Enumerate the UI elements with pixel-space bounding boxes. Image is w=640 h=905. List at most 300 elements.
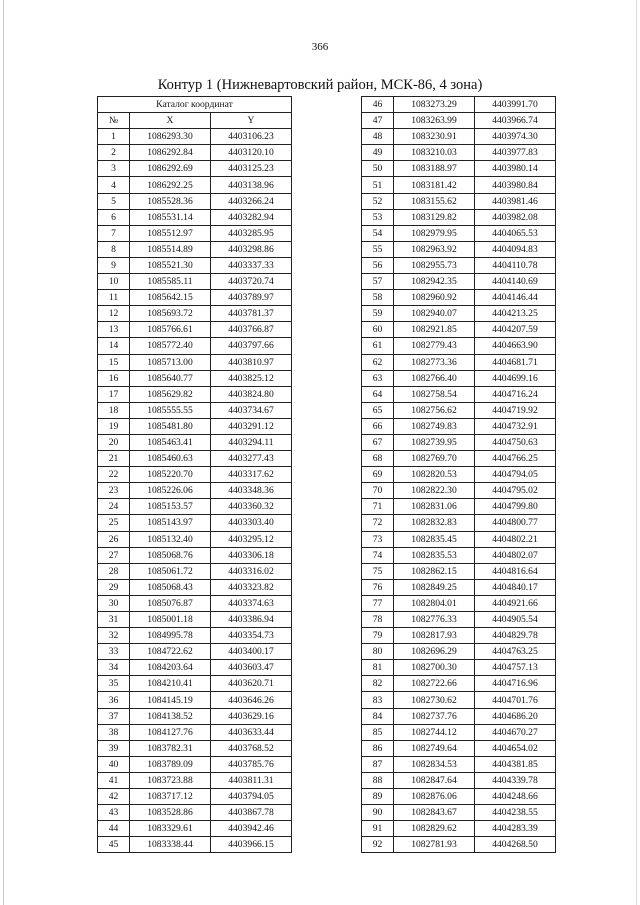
table-row: [362, 113, 556, 129]
table-row: [98, 274, 292, 290]
cell-x: 1086293.30: [130, 129, 211, 145]
table-row: [362, 499, 556, 515]
cell-x: 1083129.82: [394, 209, 475, 225]
cell-x: 1082862.15: [394, 563, 475, 579]
table-row: [362, 257, 556, 273]
cell-number: 44: [98, 821, 130, 837]
cell-number: 69: [362, 467, 394, 483]
cell-number: 80: [362, 644, 394, 660]
table-row: [362, 306, 556, 322]
cell-number: 15: [98, 354, 130, 370]
cell-y: 4403620.71: [211, 676, 292, 692]
cell-number: 73: [362, 531, 394, 547]
cell-number: 19: [98, 418, 130, 434]
cell-y: 4403980.84: [475, 177, 556, 193]
table-row: [98, 370, 292, 386]
cell-y: 4403633.44: [211, 724, 292, 740]
cell-number: 40: [98, 756, 130, 772]
cell-x: 1082835.45: [394, 531, 475, 547]
table-row: [362, 386, 556, 402]
cell-y: 4404716.96: [475, 676, 556, 692]
table-row: [362, 756, 556, 772]
cell-number: 61: [362, 338, 394, 354]
cell-number: 24: [98, 499, 130, 515]
cell-number: 39: [98, 740, 130, 756]
cell-x: 1085772.40: [130, 338, 211, 354]
cell-x: 1082942.35: [394, 274, 475, 290]
cell-y: 4404766.25: [475, 451, 556, 467]
cell-number: 21: [98, 451, 130, 467]
cell-y: 4403982.08: [475, 209, 556, 225]
cell-x: 1086292.84: [130, 145, 211, 161]
cell-x: 1082829.62: [394, 821, 475, 837]
table-row: [362, 354, 556, 370]
table-row: [362, 434, 556, 450]
cell-y: 4404146.44: [475, 290, 556, 306]
cell-number: 25: [98, 515, 130, 531]
cell-x: 1082722.66: [394, 676, 475, 692]
cell-x: 1082776.33: [394, 612, 475, 628]
cell-y: 4404905.54: [475, 612, 556, 628]
cell-x: 1085555.55: [130, 402, 211, 418]
table-row: [98, 837, 292, 853]
cell-number: 35: [98, 676, 130, 692]
table-row: [362, 676, 556, 692]
table-row: [362, 644, 556, 660]
coordinate-table-left: [97, 96, 292, 853]
cell-x: 1082756.62: [394, 402, 475, 418]
cell-number: 42: [98, 789, 130, 805]
cell-y: 4403811.31: [211, 772, 292, 788]
cell-number: 64: [362, 386, 394, 402]
cell-y: 4404750.63: [475, 434, 556, 450]
table-row: [362, 161, 556, 177]
table-row: [98, 322, 292, 338]
cell-number: 20: [98, 434, 130, 450]
table-row: [362, 628, 556, 644]
cell-x: 1082700.30: [394, 660, 475, 676]
cell-y: 4404670.27: [475, 724, 556, 740]
cell-y: 4403977.83: [475, 145, 556, 161]
cell-x: 1085642.15: [130, 290, 211, 306]
table-row: [98, 772, 292, 788]
cell-y: 4403285.95: [211, 225, 292, 241]
cell-x: 1085629.82: [130, 386, 211, 402]
cell-number: 9: [98, 257, 130, 273]
table-row: [362, 225, 556, 241]
table-row: [98, 225, 292, 241]
table-row: [98, 612, 292, 628]
table-row: [362, 531, 556, 547]
cell-number: 12: [98, 306, 130, 322]
cell-y: 4404802.21: [475, 531, 556, 547]
cell-x: 1082835.53: [394, 547, 475, 563]
cell-y: 4403980.14: [475, 161, 556, 177]
cell-x: 1082758.54: [394, 386, 475, 402]
cell-y: 4404663.90: [475, 338, 556, 354]
table-row: [362, 595, 556, 611]
cell-number: 7: [98, 225, 130, 241]
cell-number: 16: [98, 370, 130, 386]
cell-number: 8: [98, 241, 130, 257]
cell-y: 4404094.83: [475, 241, 556, 257]
cell-x: 1083717.12: [130, 789, 211, 805]
cell-y: 4403646.26: [211, 692, 292, 708]
cell-number: 30: [98, 595, 130, 611]
table-row: [362, 612, 556, 628]
cell-number: 41: [98, 772, 130, 788]
cell-y: 4404065.53: [475, 225, 556, 241]
cell-number: 86: [362, 740, 394, 756]
cell-x: 1082820.53: [394, 467, 475, 483]
table-row: [98, 499, 292, 515]
cell-x: 1082834.53: [394, 756, 475, 772]
cell-y: 4403138.96: [211, 177, 292, 193]
page-title: Контур 1 (Нижневартовский район, МСК-86, 4 зона): [157, 77, 483, 93]
cell-y: 4403991.70: [475, 97, 556, 113]
cell-x: 1085585.11: [130, 274, 211, 290]
cell-x: 1082832.83: [394, 515, 475, 531]
scan-edge-right: [636, 0, 637, 905]
cell-number: 59: [362, 306, 394, 322]
cell-x: 1082822.30: [394, 483, 475, 499]
cell-number: 50: [362, 161, 394, 177]
table-row: [98, 531, 292, 547]
cell-number: 77: [362, 595, 394, 611]
cell-number: 55: [362, 241, 394, 257]
cell-number: 54: [362, 225, 394, 241]
cell-y: 4404829.78: [475, 628, 556, 644]
cell-number: 57: [362, 274, 394, 290]
table-row: [98, 209, 292, 225]
table-row: [362, 692, 556, 708]
cell-number: 51: [362, 177, 394, 193]
cell-number: 79: [362, 628, 394, 644]
table-row: [98, 692, 292, 708]
cell-number: 49: [362, 145, 394, 161]
cell-x: 1082955.73: [394, 257, 475, 273]
cell-number: 18: [98, 402, 130, 418]
cell-number: 26: [98, 531, 130, 547]
table-row: [98, 628, 292, 644]
cell-number: 85: [362, 724, 394, 740]
cell-y: 4404140.69: [475, 274, 556, 290]
cell-x: 1085076.87: [130, 595, 211, 611]
cell-y: 4403603.47: [211, 660, 292, 676]
cell-x: 1082781.93: [394, 837, 475, 853]
table-row: [362, 547, 556, 563]
cell-x: 1085068.76: [130, 547, 211, 563]
table-row: [98, 402, 292, 418]
cell-y: 4404699.16: [475, 370, 556, 386]
cell-y: 4404381.85: [475, 756, 556, 772]
table-row: [362, 772, 556, 788]
table-row: [362, 241, 556, 257]
cell-number: 74: [362, 547, 394, 563]
table-row: [98, 483, 292, 499]
page-number: 366: [311, 41, 329, 53]
cell-number: 67: [362, 434, 394, 450]
table-row: [362, 129, 556, 145]
cell-x: 1084995.78: [130, 628, 211, 644]
table-row: [362, 145, 556, 161]
cell-number: 81: [362, 660, 394, 676]
cell-number: 1: [98, 129, 130, 145]
cell-y: 4403348.36: [211, 483, 292, 499]
cell-number: 68: [362, 451, 394, 467]
cell-x: 1082739.95: [394, 434, 475, 450]
cell-number: 56: [362, 257, 394, 273]
cell-y: 4404794.05: [475, 467, 556, 483]
cell-x: 1086292.69: [130, 161, 211, 177]
cell-number: 84: [362, 708, 394, 724]
table-row: [98, 756, 292, 772]
cell-number: 3: [98, 161, 130, 177]
cell-y: 4403291.12: [211, 418, 292, 434]
table-row: [98, 177, 292, 193]
cell-x: 1083528.86: [130, 805, 211, 821]
table-row: [362, 274, 556, 290]
table-row: [98, 563, 292, 579]
table-row: [362, 418, 556, 434]
cell-number: 75: [362, 563, 394, 579]
cell-y: 4404816.64: [475, 563, 556, 579]
table-row: [98, 805, 292, 821]
cell-y: 4403789.97: [211, 290, 292, 306]
table-row: [362, 805, 556, 821]
cell-y: 4403981.46: [475, 193, 556, 209]
table-row: [98, 338, 292, 354]
cell-number: 72: [362, 515, 394, 531]
cell-x: 1085512.97: [130, 225, 211, 241]
cell-number: 29: [98, 579, 130, 595]
table-row: [98, 193, 292, 209]
cell-y: 4403781.37: [211, 306, 292, 322]
cell-y: 4404654.02: [475, 740, 556, 756]
cell-y: 4403120.10: [211, 145, 292, 161]
cell-x: 1083210.03: [394, 145, 475, 161]
cell-number: 92: [362, 837, 394, 853]
cell-number: 11: [98, 290, 130, 306]
cell-number: 36: [98, 692, 130, 708]
cell-x: 1084127.76: [130, 724, 211, 740]
cell-number: 27: [98, 547, 130, 563]
cell-y: 4403266.24: [211, 193, 292, 209]
cell-number: 10: [98, 274, 130, 290]
cell-number: 66: [362, 418, 394, 434]
table-row: [98, 660, 292, 676]
cell-y: 4404800.77: [475, 515, 556, 531]
cell-number: 46: [362, 97, 394, 113]
table-row: [98, 724, 292, 740]
table-row: [98, 467, 292, 483]
cell-x: 1083789.09: [130, 756, 211, 772]
cell-number: 17: [98, 386, 130, 402]
cell-x: 1082849.25: [394, 579, 475, 595]
cell-x: 1082737.76: [394, 708, 475, 724]
cell-x: 1083230.91: [394, 129, 475, 145]
table-row: [98, 740, 292, 756]
cell-x: 1083155.62: [394, 193, 475, 209]
cell-x: 1083188.97: [394, 161, 475, 177]
cell-x: 1082779.43: [394, 338, 475, 354]
header-y: Y: [211, 113, 292, 129]
cell-number: 52: [362, 193, 394, 209]
cell-x: 1082940.07: [394, 306, 475, 322]
cell-x: 1082749.64: [394, 740, 475, 756]
table-row: [98, 451, 292, 467]
cell-x: 1083329.61: [130, 821, 211, 837]
cell-x: 1082696.29: [394, 644, 475, 660]
cell-y: 4403966.15: [211, 837, 292, 853]
cell-number: 22: [98, 467, 130, 483]
table-row: [362, 370, 556, 386]
cell-x: 1085220.70: [130, 467, 211, 483]
cell-number: 53: [362, 209, 394, 225]
cell-y: 4403360.32: [211, 499, 292, 515]
cell-y: 4404732.91: [475, 418, 556, 434]
cell-number: 87: [362, 756, 394, 772]
cell-y: 4404840.17: [475, 579, 556, 595]
cell-x: 1085460.63: [130, 451, 211, 467]
cell-x: 1082921.85: [394, 322, 475, 338]
cell-y: 4403974.30: [475, 129, 556, 145]
cell-x: 1084203.64: [130, 660, 211, 676]
cell-y: 4403354.73: [211, 628, 292, 644]
cell-x: 1085766.61: [130, 322, 211, 338]
cell-y: 4404795.02: [475, 483, 556, 499]
cell-x: 1085640.77: [130, 370, 211, 386]
cell-x: 1085143.97: [130, 515, 211, 531]
cell-number: 83: [362, 692, 394, 708]
cell-y: 4403317.62: [211, 467, 292, 483]
cell-x: 1085528.36: [130, 193, 211, 209]
cell-y: 4403867.78: [211, 805, 292, 821]
cell-number: 60: [362, 322, 394, 338]
table-row: [98, 515, 292, 531]
cell-x: 1082804.01: [394, 595, 475, 611]
table-row: [362, 467, 556, 483]
table-row: [98, 547, 292, 563]
cell-y: 4404283.39: [475, 821, 556, 837]
cell-y: 4404238.55: [475, 805, 556, 821]
cell-number: 62: [362, 354, 394, 370]
table-row: [362, 338, 556, 354]
cell-x: 1082876.06: [394, 789, 475, 805]
table-row: [362, 402, 556, 418]
cell-number: 28: [98, 563, 130, 579]
cell-x: 1082847.64: [394, 772, 475, 788]
cell-number: 82: [362, 676, 394, 692]
cell-y: 4403942.46: [211, 821, 292, 837]
cell-y: 4403337.33: [211, 257, 292, 273]
table-row: [362, 209, 556, 225]
cell-x: 1082766.40: [394, 370, 475, 386]
cell-y: 4404802.07: [475, 547, 556, 563]
cell-number: 47: [362, 113, 394, 129]
header-number: №: [98, 113, 130, 129]
cell-number: 5: [98, 193, 130, 209]
cell-x: 1084210.41: [130, 676, 211, 692]
cell-y: 4403794.05: [211, 789, 292, 805]
cell-y: 4403125.23: [211, 161, 292, 177]
cell-number: 63: [362, 370, 394, 386]
cell-x: 1082817.93: [394, 628, 475, 644]
table-row: [98, 290, 292, 306]
cell-number: 78: [362, 612, 394, 628]
cell-number: 23: [98, 483, 130, 499]
cell-x: 1082744.12: [394, 724, 475, 740]
table-row: [362, 821, 556, 837]
cell-number: 45: [98, 837, 130, 853]
table-row: [98, 386, 292, 402]
table-row: [362, 290, 556, 306]
cell-y: 4403766.87: [211, 322, 292, 338]
table-row: [362, 322, 556, 338]
cell-y: 4403306.18: [211, 547, 292, 563]
cell-x: 1082960.92: [394, 290, 475, 306]
cell-number: 90: [362, 805, 394, 821]
cell-y: 4404339.78: [475, 772, 556, 788]
cell-number: 13: [98, 322, 130, 338]
cell-y: 4404719.92: [475, 402, 556, 418]
table-row: [362, 177, 556, 193]
cell-x: 1082769.70: [394, 451, 475, 467]
table-row: [98, 129, 292, 145]
cell-y: 4403298.86: [211, 241, 292, 257]
table-row: [98, 241, 292, 257]
cell-y: 4403797.66: [211, 338, 292, 354]
cell-x: 1085481.80: [130, 418, 211, 434]
table-row: [98, 644, 292, 660]
table-row: [98, 354, 292, 370]
cell-number: 32: [98, 628, 130, 644]
cell-x: 1083723.88: [130, 772, 211, 788]
cell-x: 1083782.31: [130, 740, 211, 756]
table-row: [98, 257, 292, 273]
cell-y: 4403810.97: [211, 354, 292, 370]
table-row: [98, 145, 292, 161]
cell-x: 1082730.62: [394, 692, 475, 708]
cell-y: 4404716.24: [475, 386, 556, 402]
table-row: [98, 161, 292, 177]
cell-y: 4403323.82: [211, 579, 292, 595]
cell-number: 34: [98, 660, 130, 676]
cell-number: 70: [362, 483, 394, 499]
cell-number: 76: [362, 579, 394, 595]
cell-y: 4404757.13: [475, 660, 556, 676]
table-row: [362, 515, 556, 531]
cell-number: 38: [98, 724, 130, 740]
table-row: [362, 563, 556, 579]
cell-y: 4403316.02: [211, 563, 292, 579]
table-row: [362, 483, 556, 499]
cell-x: 1086292.25: [130, 177, 211, 193]
cell-y: 4403720.74: [211, 274, 292, 290]
table-row: [362, 789, 556, 805]
cell-x: 1084722.62: [130, 644, 211, 660]
cell-x: 1084145.19: [130, 692, 211, 708]
cell-number: 14: [98, 338, 130, 354]
cell-y: 4404799.80: [475, 499, 556, 515]
table-row: [362, 724, 556, 740]
cell-y: 4404681.71: [475, 354, 556, 370]
cell-y: 4403400.17: [211, 644, 292, 660]
cell-y: 4404921.66: [475, 595, 556, 611]
cell-y: 4403734.67: [211, 402, 292, 418]
cell-number: 65: [362, 402, 394, 418]
cell-x: 1085061.72: [130, 563, 211, 579]
